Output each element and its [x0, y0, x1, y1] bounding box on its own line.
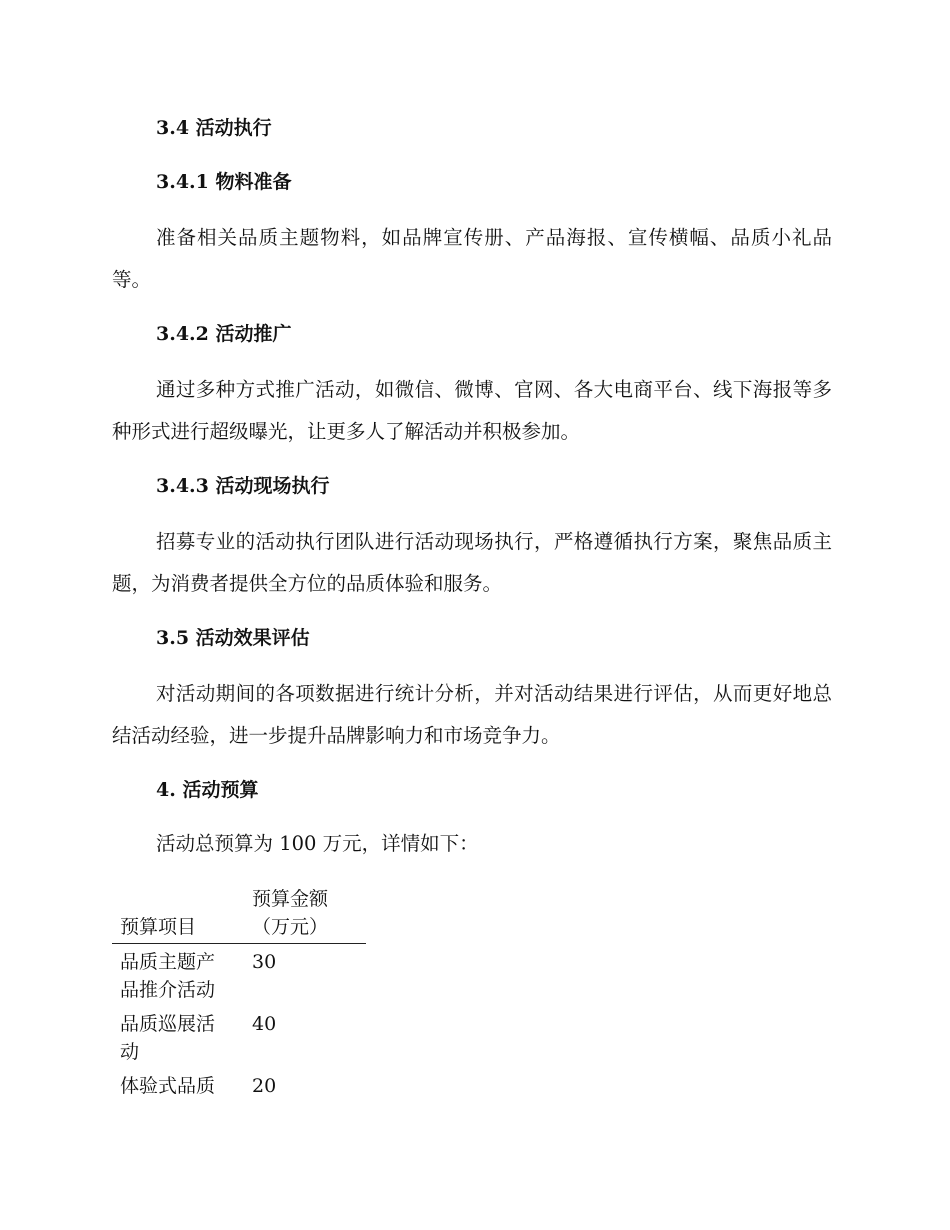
- paragraph-evaluation: 对活动期间的各项数据进行统计分析，并对活动结果进行评估，从而更好地总结活动经验，进一步提升品牌影响力和市场竞争力。: [112, 682, 832, 747]
- header-budget-item: 预算项目: [112, 885, 242, 944]
- cell-amount: 20: [252, 1075, 277, 1097]
- cell-item: 品质主题产品推介活动: [120, 951, 216, 1001]
- heading-3-4-3: 3.4.3 活动现场执行: [156, 475, 330, 497]
- heading-3-4-2: 3.4.2 活动推广: [156, 323, 292, 345]
- cell-amount: 30: [252, 951, 277, 973]
- table-header-row: [112, 885, 366, 944]
- paragraph-promotion: 通过多种方式推广活动，如微信、微博、官网、各大电商平台、线下海报等多种形式进行超级曝光，让更多人了解活动并积极参加。: [112, 378, 832, 443]
- heading-3-4-1: 3.4.1 物料准备: [156, 171, 292, 193]
- heading-3-4: 3.4 活动执行: [156, 117, 272, 139]
- heading-4: 4. 活动预算: [156, 779, 259, 801]
- cell-item: 品质巡展活动: [120, 1013, 216, 1063]
- heading-3-5: 3.5 活动效果评估: [156, 627, 310, 649]
- cell-amount: 40: [252, 1013, 277, 1035]
- paragraph-materials: 准备相关品质主题物料，如品牌宣传册、产品海报、宣传横幅、品质小礼品等。: [112, 226, 832, 291]
- budget-intro: 活动总预算为 100 万元，详情如下：: [156, 832, 479, 855]
- header-budget-amount: 预算金额（万元）: [242, 885, 366, 944]
- paragraph-onsite-execution: 招募专业的活动执行团队进行活动现场执行，严格遵循执行方案，聚焦品质主题，为消费者提供全方位的品质体验和服务。: [112, 530, 832, 595]
- cell-item: 体验式品质: [120, 1075, 216, 1097]
- table-row: [112, 1066, 366, 1100]
- table-row: [112, 944, 366, 1005]
- budget-table: [112, 885, 366, 1100]
- table-row: [112, 1004, 366, 1066]
